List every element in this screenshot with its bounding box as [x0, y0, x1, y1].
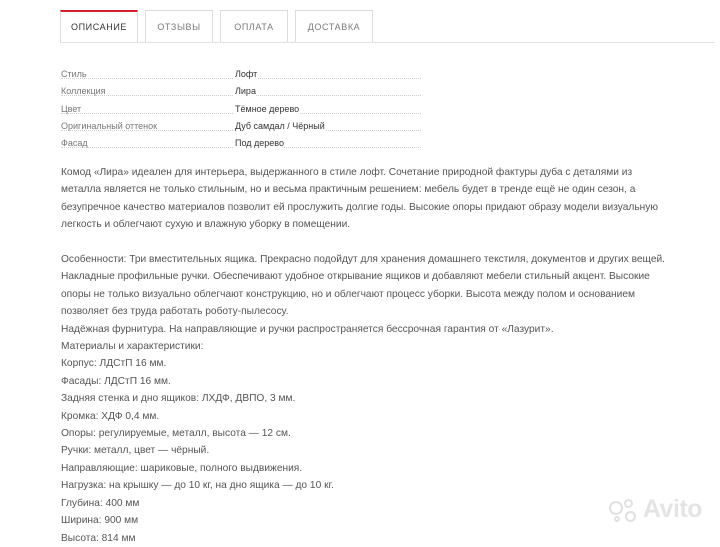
description-line: Ручки: металл, цвет — чёрный. [61, 445, 210, 457]
spec-value: Тёмное дерево [235, 103, 300, 114]
spec-key: Оригинальный оттенок [61, 120, 158, 131]
spec-row [61, 68, 421, 85]
description-line: Нагрузка: на крышку — до 10 кг, на дно ящика — до 10 кг. [61, 480, 334, 492]
description-line: опоры не только визуально облегчают конструкцию, но и облегчают процесс уборки. Высота между полом и основанием [61, 288, 636, 300]
avito-dots-icon [609, 499, 637, 521]
description-line: Фасады: ЛДСтП 16 мм. [61, 375, 171, 387]
spec-row [61, 103, 421, 120]
description-line: легкость и облегчают сухую и влажную уборку в помещении. [61, 219, 351, 231]
description-line: Глубина: 400 мм [61, 497, 140, 509]
spec-key: Цвет [61, 103, 82, 114]
description-line: Надёжная фурнитура. На направляющие и ручки распространяется бессрочная гарантия от «Лазурит». [61, 323, 554, 335]
spec-key: Стиль [61, 69, 87, 79]
tab-reviews[interactable]: ОТЗЫВЫ [145, 10, 213, 43]
description-line: Кромка: ХДФ 0,4 мм. [61, 410, 160, 422]
avito-watermark [609, 495, 702, 524]
spec-value: Лира [235, 86, 256, 97]
description-line: металла является не только стильным, но и весьма практичным решением: мебель будет в тренде ещё не один сезон, а [61, 184, 636, 196]
description-line: Комод «Лира» идеален для интерьера, выдержанного в стиле лофт. Сочетание природной фактуры дуба с деталями из [61, 167, 633, 178]
tab-payment[interactable]: ОПЛАТА [220, 10, 288, 43]
description-line: Накладные профильные ручки. Обеспечивают удобное открывание ящиков и добавляют мебели стильный акцент. Высокие [61, 271, 650, 283]
description-line: Высота: 814 мм [61, 532, 136, 544]
description-line: Задняя стенка и дно ящиков: ЛХДФ, ДВПО, 3 мм. [61, 393, 296, 405]
spec-row [61, 85, 421, 102]
description-line: Особенности: Три вместительных ящика. Прекрасно подойдут для хранения домашнего текстиля, документов и других вещей. [61, 254, 666, 266]
description-line: позволяет без труда работать роботу-пылесосу. [61, 306, 289, 318]
description-line: Направляющие: шариковые, полного выдвижения. [61, 462, 303, 474]
spec-key: Фасад [61, 138, 88, 149]
tabs-divider [60, 42, 715, 43]
spec-row [61, 120, 421, 137]
tab-delivery[interactable]: ДОСТАВКА [295, 10, 373, 43]
product-tabs [60, 10, 373, 43]
spec-value: Под дерево [235, 138, 284, 149]
watermark-text: Avito [642, 495, 702, 523]
specs-table [61, 68, 421, 154]
description-line: Материалы и характеристики: [61, 341, 204, 353]
description-line: безупречное качество материалов позволит ей прослужить долгие годы. Высокие опоры придают образу модели визуальную [61, 201, 659, 213]
spec-row [61, 137, 421, 154]
description-line: Корпус: ЛДСтП 16 мм. [61, 358, 167, 370]
tab-description[interactable]: ОПИСАНИЕ [60, 10, 138, 43]
description-line: Опоры: регулируемые, металл, высота — 12 см. [61, 428, 291, 440]
spec-key: Коллекция [61, 86, 106, 97]
description-line: Ширина: 900 мм [61, 515, 139, 527]
product-description [61, 164, 711, 547]
paragraph-gap [61, 234, 711, 251]
spec-value: Дуб самдал / Чёрный [235, 120, 325, 131]
spec-value: Лофт [235, 69, 258, 79]
